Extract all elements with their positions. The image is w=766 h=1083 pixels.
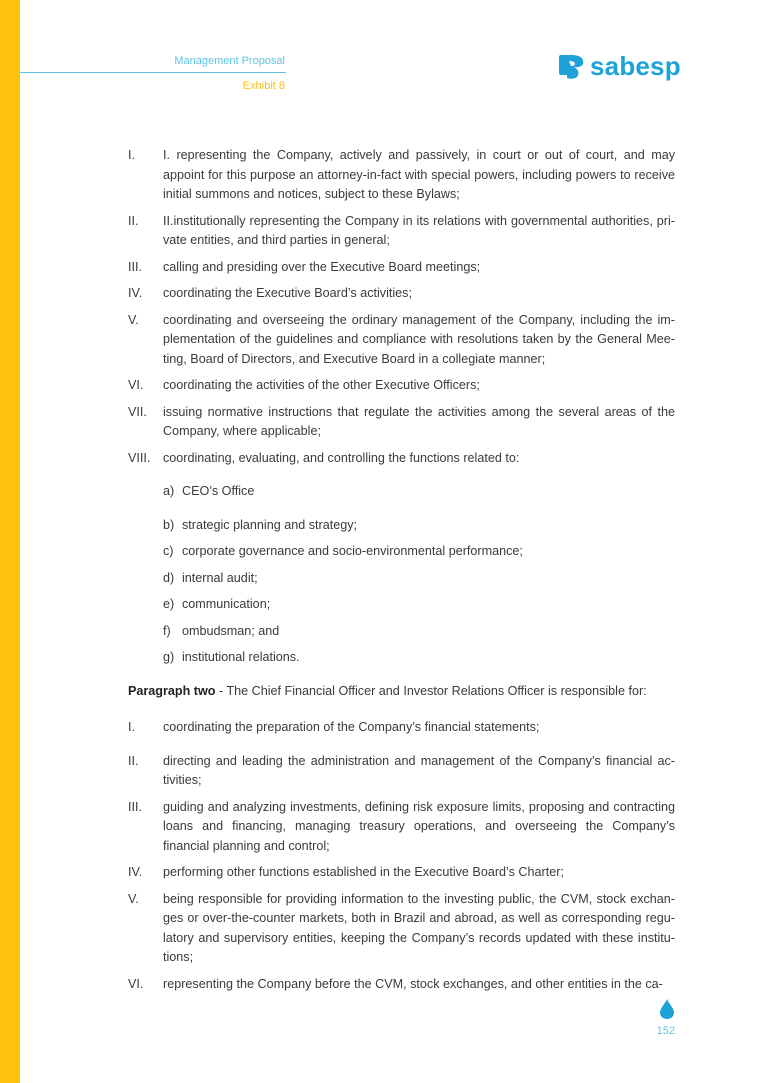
sublist-text: corporate governance and socio-environmental performance; <box>182 544 523 558</box>
item-number: II. <box>128 753 139 768</box>
sublist-item <box>163 569 675 589</box>
item-number: VII. <box>128 404 147 419</box>
item-text: calling and presiding over the Executive Board meetings; <box>163 259 481 274</box>
sublist-item <box>163 516 675 536</box>
ceo-duties-list <box>128 146 675 468</box>
item-number: VI. <box>128 378 144 392</box>
sublist-text: strategic planning and strategy; <box>182 517 358 532</box>
item-text: representing the Company before the CVM, stock exchanges, and other entities in the ca- <box>163 976 663 991</box>
list-item <box>128 975 675 995</box>
item-number: III. <box>128 799 142 814</box>
sublist-letter: e) <box>163 597 175 611</box>
sublist-text: internal audit; <box>182 570 258 585</box>
list-item <box>128 258 675 278</box>
item-number: VIII. <box>128 450 151 465</box>
company-logo <box>559 50 681 82</box>
sublist-letter: f) <box>163 623 171 638</box>
paragraph-label: Paragraph two <box>128 683 216 698</box>
item-text: issuing normative instructions that regulate the activities among the several areas of the Company, where applicable; <box>163 404 675 438</box>
list-item <box>128 311 675 370</box>
list-item <box>128 146 675 205</box>
paragraph-text: - The Chief Financial Officer and Investor Relations Officer is responsible for: <box>215 683 647 698</box>
sublist-item <box>163 648 675 668</box>
item-text: coordinating and overseeing the ordinary management of the Company, including the im-plementation of the guidelines and compliance with resolutions taken by the General Mee-ting, Board of Directors, and Executive Board in a collegiate manner; <box>163 312 675 366</box>
paragraph-two <box>128 682 675 702</box>
sublist-letter: c) <box>163 544 174 558</box>
document-title: Management Proposal <box>174 55 285 67</box>
sublist-item <box>163 482 675 502</box>
sublist-text: communication; <box>182 597 271 611</box>
sublist-letter: a) <box>163 484 175 498</box>
item-text: coordinating the preparation of the Company’s financial statements; <box>163 720 540 734</box>
list-item <box>128 752 675 791</box>
item-number: IV. <box>128 865 143 879</box>
item-number: VI. <box>128 976 144 991</box>
sublist-text: institutional relations. <box>182 650 300 664</box>
document-body <box>128 146 675 1001</box>
list-item <box>128 212 675 251</box>
item-number: I. <box>128 720 135 734</box>
list-item <box>128 718 675 738</box>
sublist-letter: d) <box>163 570 175 585</box>
sublist-letter: g) <box>163 650 175 664</box>
item-text: coordinating, evaluating, and controlling the functions related to: <box>163 450 520 465</box>
logo-wordmark: sabesp <box>590 51 681 81</box>
list-item <box>128 403 675 442</box>
functions-sublist <box>128 482 675 668</box>
sublist-text: CEO’s Office <box>182 484 255 498</box>
document-subtitle: Exhibit 8 <box>242 80 285 92</box>
item-number: V. <box>128 891 139 906</box>
item-text: I. representing the Company, actively and passively, in court or out of court, and may appoint for this purpose an attorney-in-fact with special powers, including powers to receive initial summons and notices, subject to these Bylaws; <box>163 148 675 201</box>
header-rule <box>20 72 286 73</box>
item-text: being responsible for providing information to the investing public, the CVM, stock exchan-ges or over-the-counter markets, both in Brazil and abroad, as well as corresponding regu-latory and supervisory entities, keeping the Company’s records updated with these institu-tions; <box>163 891 675 964</box>
sublist-text: ombudsman; and <box>182 623 280 638</box>
cfo-duties-list <box>128 718 675 994</box>
item-text: coordinating the activities of the other Executive Officers; <box>163 378 480 392</box>
item-text: performing other functions established in the Executive Board’s Charter; <box>163 865 564 879</box>
list-item <box>128 863 675 883</box>
item-text: II.institutionally representing the Company in its relations with governmental authorities, pri-vate entities, and third parties in general; <box>163 213 675 247</box>
sublist-item <box>163 542 675 562</box>
item-text: coordinating the Executive Board’s activities; <box>163 286 412 300</box>
item-number: I. <box>128 148 135 162</box>
sublist-item <box>163 595 675 615</box>
sublist-item <box>163 622 675 642</box>
item-number: V. <box>128 312 139 327</box>
list-item <box>128 798 675 857</box>
page-number: 152 <box>656 1025 675 1037</box>
item-number: III. <box>128 259 142 274</box>
item-text: guiding and analyzing investments, defining risk exposure limits, proposing and contracting loans and financing, managing treasury operations, and overseeing the Company’s financial planning and control; <box>163 799 675 853</box>
list-item <box>128 376 675 396</box>
item-number: IV. <box>128 286 143 300</box>
sublist-letter: b) <box>163 517 175 532</box>
list-item <box>128 284 675 304</box>
sabesp-logo-icon <box>559 52 586 80</box>
item-text: directing and leading the administration and management of the Company’s financial ac-tivities; <box>163 753 675 787</box>
water-drop-icon <box>660 999 674 1019</box>
list-item <box>128 890 675 968</box>
item-number: II. <box>128 213 139 228</box>
list-item <box>128 449 675 469</box>
side-accent-bar <box>0 0 20 1083</box>
